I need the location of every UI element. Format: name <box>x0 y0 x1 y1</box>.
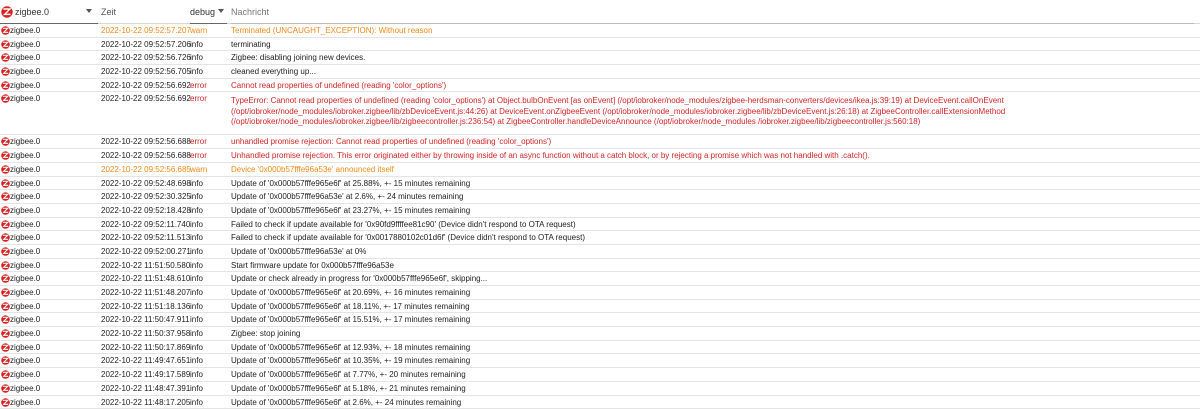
log-source-label: zigbee.0 <box>10 218 40 232</box>
log-message: Update of '0x000b57fffe965e6f' at 25.88%, +- 15 minutes remaining <box>231 177 1186 191</box>
log-severity: info <box>190 272 227 286</box>
log-message: Update of '0x000b57fffe965e6f' at 10.35%, +- 19 minutes remaining <box>231 354 1186 368</box>
log-source-label: zigbee.0 <box>10 190 40 204</box>
log-source-label: zigbee.0 <box>10 368 40 382</box>
log-severity: info <box>190 38 227 52</box>
log-message: Update of '0x000b57fffe965e6f' at 5.18%, +- 21 minutes remaining <box>231 382 1186 396</box>
log-source <box>0 177 98 191</box>
log-source-label: zigbee.0 <box>10 313 40 327</box>
log-message: Update of '0x000b57fffe965e6f' at 12.93%, +- 18 minutes remaining <box>231 341 1186 355</box>
log-severity: error <box>190 79 227 93</box>
zigbee-logo-icon <box>1 261 10 270</box>
log-source-label: zigbee.0 <box>10 245 40 259</box>
zigbee-logo-icon <box>1 192 10 201</box>
log-row <box>0 286 1200 300</box>
log-source <box>0 327 98 341</box>
log-row <box>0 341 1200 355</box>
log-source-label: zigbee.0 <box>10 163 40 177</box>
zigbee-logo-icon <box>1 233 10 242</box>
log-message: Zigbee: stop joining <box>231 327 1186 341</box>
log-source-label: zigbee.0 <box>10 38 40 52</box>
log-time: 2022-10-22 11:48:47.391 <box>101 382 187 396</box>
log-message: terminating <box>231 38 1186 52</box>
zigbee-logo-icon <box>1 315 10 324</box>
log-source <box>0 163 98 177</box>
log-row <box>0 368 1200 382</box>
log-message: Update of '0x000b57fffe965e6f' at 20.69%, +- 16 minutes remaining <box>231 286 1186 300</box>
log-source <box>0 38 98 52</box>
log-source-label: zigbee.0 <box>10 177 40 191</box>
log-source <box>0 231 98 245</box>
log-source <box>0 204 98 218</box>
log-severity: info <box>190 51 227 65</box>
log-row <box>0 313 1200 327</box>
log-source <box>0 218 98 232</box>
log-severity: info <box>190 245 227 259</box>
log-severity: info <box>190 65 227 79</box>
log-source <box>0 24 98 38</box>
log-source <box>0 149 98 163</box>
log-time: 2022-10-22 11:49:17.589 <box>101 368 187 382</box>
zigbee-logo-icon <box>1 94 10 103</box>
log-message: Zigbee: disabling joining new devices. <box>231 51 1186 65</box>
log-message: Failed to check if update available for '0x0017880102c01d6f' (Device didn't respond to OTA request) <box>231 231 1186 245</box>
log-source <box>0 368 98 382</box>
log-row <box>0 245 1200 259</box>
log-table <box>0 24 1200 409</box>
log-severity: info <box>190 218 227 232</box>
log-source <box>0 396 98 409</box>
log-source <box>0 313 98 327</box>
log-source-label: zigbee.0 <box>10 382 40 396</box>
log-severity: info <box>190 341 227 355</box>
log-source <box>0 135 98 149</box>
log-time: 2022-10-22 11:48:17.205 <box>101 396 187 409</box>
chevron-down-icon <box>86 9 92 13</box>
log-time: 2022-10-22 09:52:48.698 <box>101 177 187 191</box>
log-row <box>0 79 1200 93</box>
log-row <box>0 354 1200 368</box>
log-time: 2022-10-22 11:50:37.958 <box>101 327 187 341</box>
log-severity: info <box>190 190 227 204</box>
log-source-label: zigbee.0 <box>10 51 40 65</box>
log-message: Start firmware update for 0x000b57fffe96a53e <box>231 259 1186 273</box>
log-row <box>0 24 1200 38</box>
chevron-down-icon <box>218 9 224 13</box>
log-row <box>0 231 1200 245</box>
log-time: 2022-10-22 09:52:11.513 <box>101 231 187 245</box>
log-source-label: zigbee.0 <box>10 259 40 273</box>
log-row <box>0 382 1200 396</box>
source-filter-select[interactable] <box>0 0 98 24</box>
log-message: Terminated (UNCAUGHT_EXCEPTION): Without reason <box>231 24 1186 38</box>
zigbee-logo-icon <box>1 356 10 365</box>
log-time: 2022-10-22 09:52:56.688 <box>101 135 187 149</box>
log-source <box>0 286 98 300</box>
log-source <box>0 272 98 286</box>
zigbee-logo-icon <box>1 40 10 49</box>
log-source <box>0 300 98 314</box>
log-time: 2022-10-22 09:52:00.271 <box>101 245 187 259</box>
log-source <box>0 259 98 273</box>
log-row <box>0 218 1200 232</box>
log-time: 2022-10-22 11:50:47.911 <box>101 313 187 327</box>
log-message: unhandled promise rejection: Cannot read properties of undefined (reading 'color_options') <box>231 135 1186 149</box>
log-time: 2022-10-22 09:52:56.726 <box>101 51 187 65</box>
log-source-label: zigbee.0 <box>10 341 40 355</box>
log-time: 2022-10-22 11:49:47.651 <box>101 354 187 368</box>
log-severity: error <box>190 149 227 163</box>
log-source <box>0 382 98 396</box>
zigbee-logo-icon <box>1 288 10 297</box>
log-severity: info <box>190 382 227 396</box>
log-time: 2022-10-22 11:50:17.869 <box>101 341 187 355</box>
zigbee-logo-icon <box>1 137 10 146</box>
log-row <box>0 190 1200 204</box>
log-severity: info <box>190 231 227 245</box>
log-row <box>0 135 1200 149</box>
zigbee-logo-icon <box>1 26 10 35</box>
zigbee-logo-icon <box>1 6 13 18</box>
log-severity: info <box>190 368 227 382</box>
log-source <box>0 354 98 368</box>
zigbee-logo-icon <box>1 329 10 338</box>
log-source-label: zigbee.0 <box>10 79 40 93</box>
log-message: Update of '0x000b57fffe965e6f' at 2.6%, +- 24 minutes remaining <box>231 396 1186 409</box>
log-severity: warn <box>190 24 227 38</box>
log-source-label: zigbee.0 <box>10 204 40 218</box>
log-source <box>0 341 98 355</box>
zigbee-logo-icon <box>1 343 10 352</box>
log-row <box>0 327 1200 341</box>
log-source <box>0 65 98 79</box>
log-source-label: zigbee.0 <box>10 327 40 341</box>
log-source-label: zigbee.0 <box>10 354 40 368</box>
log-row <box>0 396 1200 409</box>
log-message: cleaned everything up... <box>231 65 1186 79</box>
log-row <box>0 65 1200 79</box>
log-source-label: zigbee.0 <box>10 135 40 149</box>
zigbee-logo-icon <box>1 247 10 256</box>
log-severity: info <box>190 396 227 409</box>
log-time: 2022-10-22 09:52:56.692 <box>101 79 187 93</box>
log-time: 2022-10-22 09:52:18.428 <box>101 204 187 218</box>
log-source <box>0 190 98 204</box>
log-severity: info <box>190 259 227 273</box>
log-severity: warn <box>190 163 227 177</box>
log-message: Failed to check if update available for '0x90fd9ffffee81c90' (Device didn't respond to OTA request) <box>231 218 1186 232</box>
log-row <box>0 204 1200 218</box>
log-message: Unhandled promise rejection. This error originated either by throwing inside of an async function without a catch block, or by rejecting a promise which was not handled with .catch(). <box>231 149 1186 163</box>
log-time: 2022-10-22 09:52:57.206 <box>101 38 187 52</box>
log-message: Update of '0x000b57fffe965e6f' at 23.27%, +- 15 minutes remaining <box>231 204 1186 218</box>
log-source <box>0 245 98 259</box>
log-message: TypeError: Cannot read properties of undefined (reading 'color_options') at Object.bulbOnEvent [as onEvent] (/opt/iobroker/node_modules/zigbee-herdsman-converters/devices/ikea.js:39:19) at DeviceEvent.callOnEvent (/opt/iobroker/node_modules/iobroker.zigbee/lib/zbDeviceEvent.js:44:26) at DeviceEvent.onZigbeeEvent (/opt/iobroker/node_modules/iobroker.zigbee/lib/zbDeviceEvent.js:26:18) at ZigbeeController.callExtensionMethod (/opt/iobroker/node_modules/iobroker.zigbee/lib/zigbeecontroller.js:236:54) at ZigbeeController.handleDeviceAnnounce (/opt/iobroker/node_modules /iobroker.zigbee/lib/zigbeecontroller.js:560:18) <box>231 96 1186 128</box>
log-severity: info <box>190 354 227 368</box>
zigbee-logo-icon <box>1 165 10 174</box>
log-source-label: zigbee.0 <box>10 149 40 163</box>
log-message: Update of '0x000b57fffe96a53e' at 0% <box>231 245 1186 259</box>
log-severity: error <box>190 92 227 106</box>
log-time: 2022-10-22 09:52:30.325 <box>101 190 187 204</box>
log-time: 2022-10-22 09:52:57.207 <box>101 24 187 38</box>
log-severity: info <box>190 204 227 218</box>
log-row <box>0 51 1200 65</box>
log-time: 2022-10-22 11:51:50.580 <box>101 259 187 273</box>
log-source <box>0 92 98 106</box>
log-message: Update or check already in progress for '0x000b57fffe965e6f', skipping... <box>231 272 1186 286</box>
zigbee-logo-icon <box>1 384 10 393</box>
log-severity: info <box>190 313 227 327</box>
log-time: 2022-10-22 09:52:56.705 <box>101 65 187 79</box>
log-time: 2022-10-22 11:51:48.610 <box>101 272 187 286</box>
log-time: 2022-10-22 09:52:11.740 <box>101 218 187 232</box>
log-row <box>0 163 1200 177</box>
zigbee-logo-icon <box>1 220 10 229</box>
log-source-label: zigbee.0 <box>10 231 40 245</box>
log-message: Update of '0x000b57fffe965e6f' at 18.11%, +- 17 minutes remaining <box>231 300 1186 314</box>
log-row <box>0 177 1200 191</box>
log-row <box>0 300 1200 314</box>
log-message: Device '0x000b57fffe96a53e' announced itself <box>231 163 1186 177</box>
message-filter-input[interactable]: Nachricht <box>231 0 1194 24</box>
log-row <box>0 149 1200 163</box>
log-row <box>0 38 1200 52</box>
log-severity: error <box>190 135 227 149</box>
log-source-label: zigbee.0 <box>10 300 40 314</box>
log-time: 2022-10-22 09:52:56.688 <box>101 149 187 163</box>
log-message: Cannot read properties of undefined (reading 'color_options') <box>231 79 1186 93</box>
log-time: 2022-10-22 09:52:56.692 <box>101 92 187 106</box>
log-severity: info <box>190 286 227 300</box>
log-header <box>0 0 1200 24</box>
log-message: Update of '0x000b57fffe965e6f' at 15.51%, +- 17 minutes remaining <box>231 313 1186 327</box>
log-severity: info <box>190 327 227 341</box>
log-time: 2022-10-22 11:51:18.136 <box>101 300 187 314</box>
log-row <box>0 92 1200 135</box>
severity-filter-select[interactable] <box>190 0 227 24</box>
log-row <box>0 259 1200 273</box>
zigbee-logo-icon <box>1 67 10 76</box>
log-time: 2022-10-22 09:52:56.685 <box>101 163 187 177</box>
zigbee-logo-icon <box>1 53 10 62</box>
log-source-label: zigbee.0 <box>10 286 40 300</box>
severity-filter-value: debug <box>190 7 215 17</box>
zigbee-logo-icon <box>1 206 10 215</box>
log-severity: info <box>190 177 227 191</box>
time-column-header: Zeit <box>101 0 187 24</box>
log-source-label: zigbee.0 <box>10 396 40 409</box>
log-source-label: zigbee.0 <box>10 65 40 79</box>
log-source-label: zigbee.0 <box>10 24 40 38</box>
zigbee-logo-icon <box>1 179 10 188</box>
log-severity: info <box>190 300 227 314</box>
log-message: Update of '0x000b57fffe96a53e' at 2.6%, +- 24 minutes remaining <box>231 190 1186 204</box>
zigbee-logo-icon <box>1 151 10 160</box>
source-filter-value: zigbee.0 <box>15 7 49 17</box>
log-message: Update of '0x000b57fffe965e6f' at 7.77%, +- 20 minutes remaining <box>231 368 1186 382</box>
zigbee-logo-icon <box>1 398 10 407</box>
zigbee-logo-icon <box>1 370 10 379</box>
log-time: 2022-10-22 11:51:48.207 <box>101 286 187 300</box>
log-source-label: zigbee.0 <box>10 92 40 106</box>
log-row <box>0 272 1200 286</box>
log-source <box>0 51 98 65</box>
zigbee-logo-icon <box>1 274 10 283</box>
log-source <box>0 79 98 93</box>
zigbee-logo-icon <box>1 81 10 90</box>
log-source-label: zigbee.0 <box>10 272 40 286</box>
zigbee-logo-icon <box>1 302 10 311</box>
